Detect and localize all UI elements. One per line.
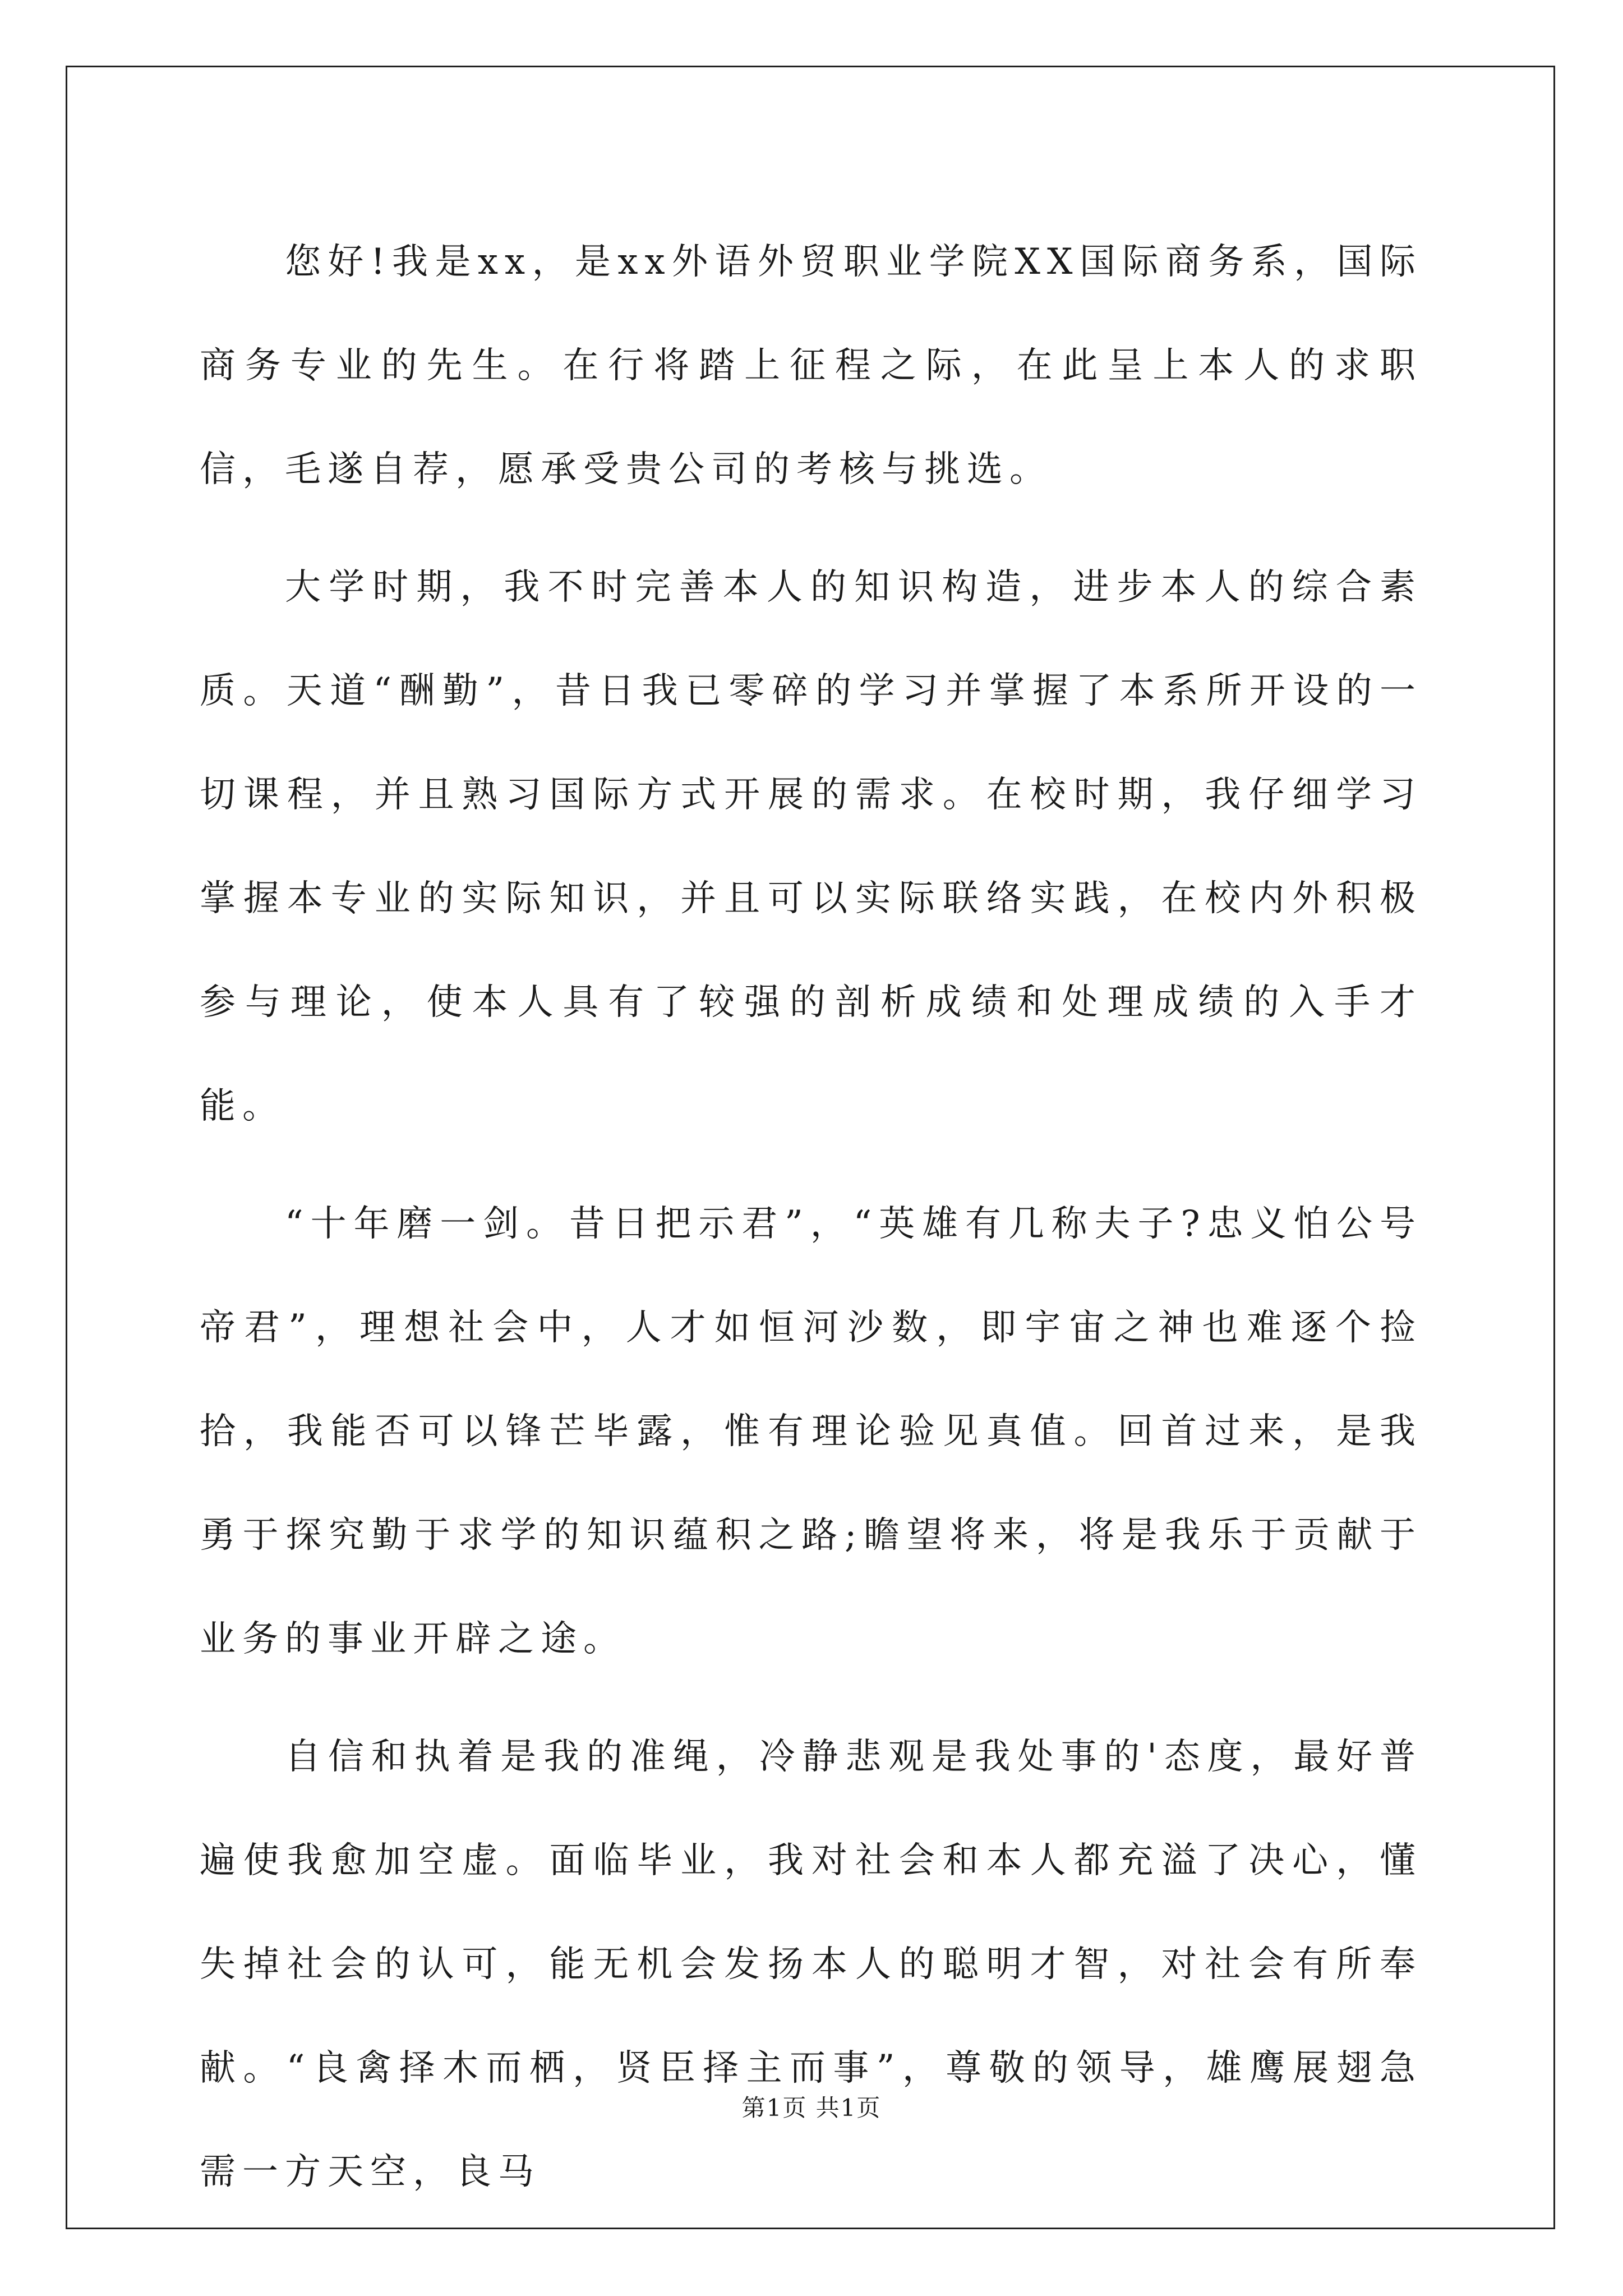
paragraph-4: 自信和执着是我的准绳，冷静悲观是我处事的'态度，最好普遍使我愈加空虚。面临毕业，我对社会和本人都充溢了决心，懂失掉社会的认可，能无机会发扬本人的聪明才智，对社会有所奉献。“良禽择木而栖，贤臣择主而事”，尊敬的领导，雄鹰展翅急需一方天空，良马: [200, 1736, 1422, 2193]
page-number-footer: 第1页 共1页: [741, 2094, 882, 2122]
document-body: [200, 210, 1422, 2224]
paragraph-1: 您好!我是xx，是xx外语外贸职业学院XX国际商务系，国际商务专业的先生。在行将踏上征程之际，在此呈上本人的求职信，毛遂自荐，愿承受贵公司的考核与挑选。: [200, 241, 1422, 490]
paragraph-3: “十年磨一剑。昔日把示君”，“英雄有几称夫子?忠义怕公号帝君”，理想社会中，人才如恒河沙数，即宇宙之神也难逐个捡拾，我能否可以锋芒毕露，惟有理论验见真值。回首过来，是我勇于探究勤于求学的知识蕴积之路;瞻望将来，将是我乐于贡献于业务的事业开辟之途。: [200, 1203, 1422, 1660]
paragraph-2: 大学时期，我不时完善本人的知识构造，进步本人的综合素质。天道“酬勤”，昔日我已零碎的学习并掌握了本系所开设的一切课程，并且熟习国际方式开展的需求。在校时期，我仔细学习掌握本专业的实际知识，并且可以实际联络实践，在校内外积极参与理论，使本人具有了较强的剖析成绩和处理成绩的入手才能。: [200, 567, 1422, 1127]
